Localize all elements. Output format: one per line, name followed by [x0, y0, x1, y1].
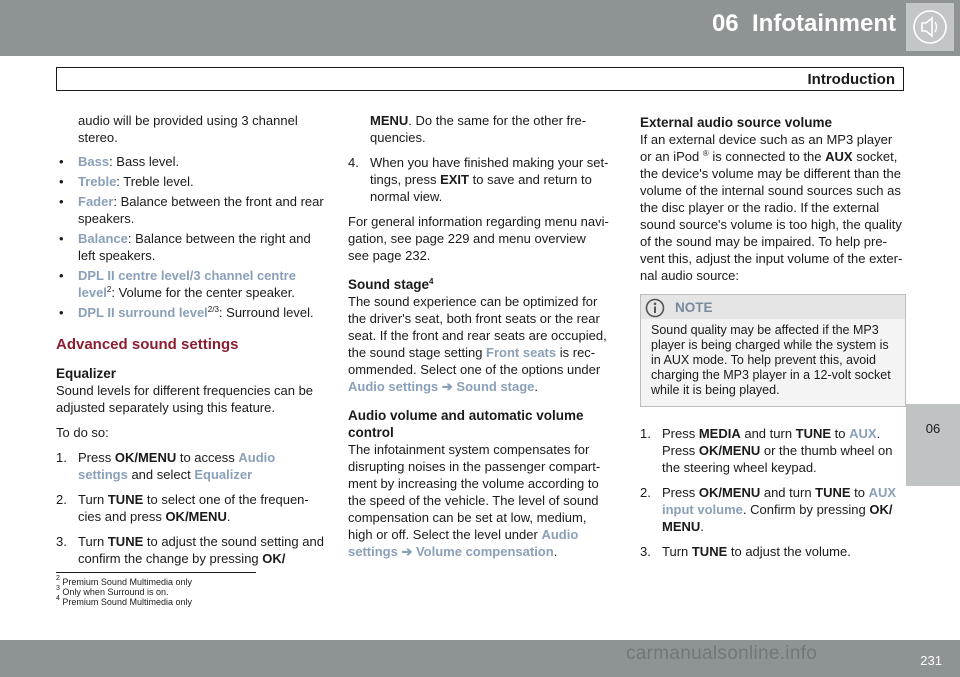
note-title: NOTE [675, 300, 713, 315]
info-icon [645, 298, 665, 322]
heading-advanced-sound: Advanced sound settings [56, 336, 239, 353]
note-box [640, 294, 906, 407]
chapter-header-bar [0, 0, 960, 56]
column-2 [348, 112, 610, 568]
to-do-so-text: To do so: [56, 425, 109, 440]
heading-sound-stage: Sound stage$^4$ [348, 277, 434, 292]
aux-step-3: 3. Turn TUNE to adjust the volume. [640, 544, 851, 559]
general-info-text: For general information regarding menu navi-gation, see page 229 and menu overview see page 232. [348, 214, 609, 263]
watermark: carmanualsonline.info [626, 643, 818, 664]
side-tab-label: 06 [925, 421, 941, 436]
arrow-right-icon: ➔ [438, 379, 457, 394]
bullet-surround-level: • DPL II surround level$^{2/3}$: Surround level. [56, 304, 324, 321]
equalizer-step-1: 1. Press OK/MENU to access Audio settings and select Equalizer [56, 450, 276, 482]
footnote: $^4$ Premium Sound Multimedia only [56, 595, 192, 607]
page-number: 231 [920, 653, 942, 668]
column-1 [56, 112, 324, 575]
bullet-bass: • Bass: Bass level. [56, 153, 324, 170]
heading-volume-control: Audio volume and automatic volume control [348, 408, 584, 440]
chapter-side-tab [906, 404, 960, 486]
sound-stage-text: The sound experience can be optimized for the driver's seat, both front seats or the rear seat. If the front and rear seats are occupied, the sound stage setting Front seats is rec-ommended. Select one of the options under Audio settings ➔ Sound stage. [348, 294, 607, 394]
bullet-balance: • Balance: Balance between the right and left speakers. [56, 230, 324, 264]
equalizer-text: Sound levels for different frequencies can be adjusted separately using this feature. [56, 383, 314, 415]
heading-external-volume: External audio source volume [640, 115, 833, 130]
aux-step-1: 1. Press MEDIA and turn TUNE to AUX. Press OK/MENU or the thumb wheel on the steering wheel keypad. [640, 426, 893, 475]
equalizer-step-3: 3. Turn TUNE to adjust the sound setting and confirm the change by pressing OK/ [56, 534, 324, 566]
bullet-treble: • Treble: Treble level. [56, 173, 324, 190]
note-text: Sound quality may be affected if the MP3 player is being charged while the system is in AUX mode. To help prevent this, avoid charging the MP3 player in a 12-volt socket while it is being played. [651, 323, 891, 397]
arrow-right-icon: ➔ [397, 544, 416, 559]
column-3 [640, 112, 906, 568]
footnote: $^3$ Only when Surround is on. [56, 585, 169, 597]
section-bar [56, 67, 904, 91]
aux-step-2: 2. Press OK/MENU and turn TUNE to AUX input volume. Confirm by pressing OK/ MENU. [640, 485, 897, 534]
equalizer-step-4: 4. When you have finished making your set-tings, press EXIT to save and return to normal view. [348, 155, 609, 204]
section-title: Introduction [807, 71, 895, 88]
bullet-centre-level: • DPL II centre level/3 channel centre level$^2$: Volume for the center speaker. [56, 267, 324, 301]
footnote: $^2$ Premium Sound Multimedia only [56, 575, 192, 587]
intro-text: audio will be provided using 3 channel stereo. [78, 113, 298, 145]
chapter-title: 06 Infotainment [711, 10, 896, 37]
note-header [641, 295, 905, 319]
external-volume-text: If an external device such as an MP3 player or an iPod ® is connected to the AUX socket, the device's volume may be different than the volume of the internal sound sources such as the disc player or the radio. If the external sound source's volume is too high, the quality of the sound may be impaired. To help pre-vent this, adjust the input volume of the exter-nal audio source: [640, 132, 903, 283]
step-3-continued: MENU. Do the same for the other fre-quencies. [370, 113, 587, 145]
volume-control-text: The infotainment system compensates for disrupting noises in the passenger compart-ment by increasing the volume according to the speed of the vehicle. The level of sound compensation can be set at low, medium, high or off. Select the level under Audio settings ➔ Volume compensation. [348, 442, 601, 559]
speaker-icon [906, 3, 954, 51]
heading-equalizer: Equalizer [56, 366, 117, 381]
equalizer-step-2: 2. Turn TUNE to select one of the frequen-cies and press OK/MENU. [56, 492, 309, 524]
footnotes [56, 572, 256, 607]
bullet-fader: • Fader: Balance between the front and rear speakers. [56, 193, 324, 227]
